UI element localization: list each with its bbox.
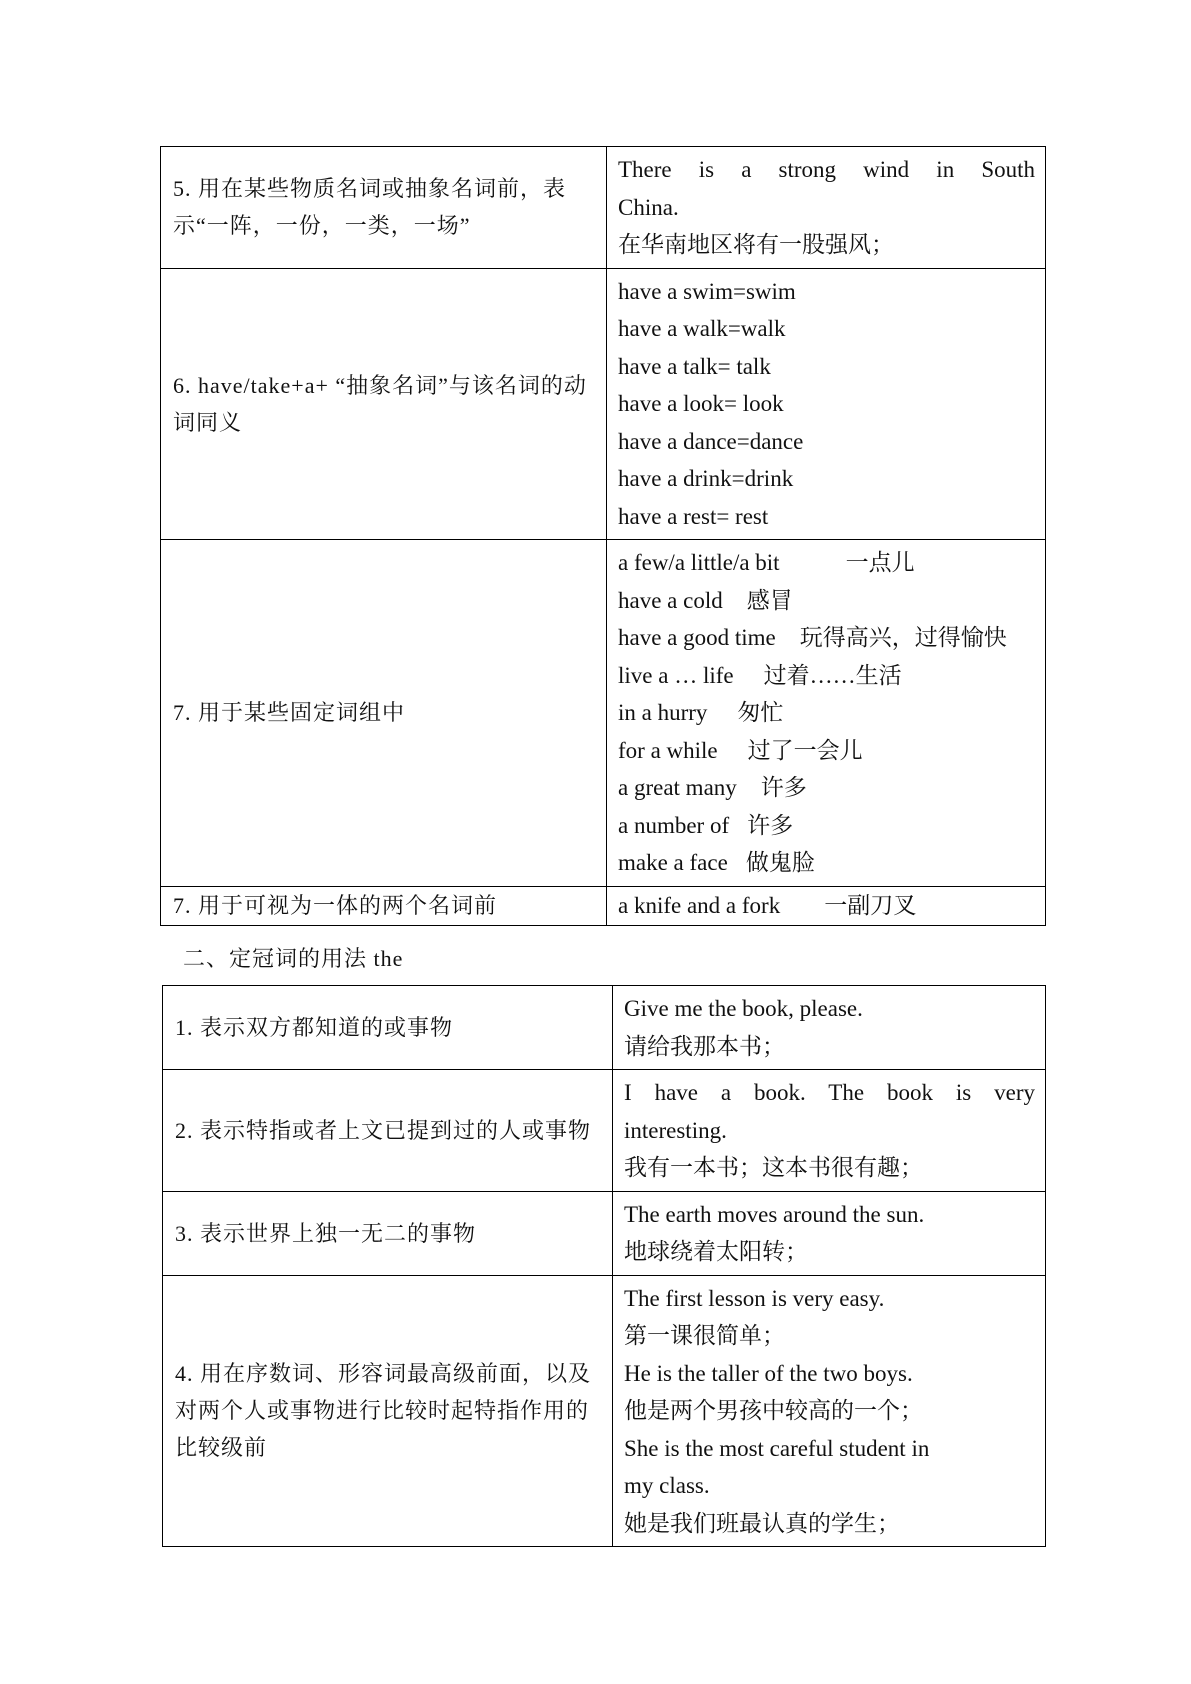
- example-cell: [607, 886, 1046, 925]
- example-line: 他是两个男孩中较高的一个；: [624, 1398, 923, 1423]
- example-line: China.: [618, 194, 679, 220]
- table-row: [161, 886, 1046, 925]
- example-cell: [607, 540, 1046, 887]
- example-phrase: have a good time: [618, 625, 776, 650]
- indefinite-article-table: [160, 146, 1046, 926]
- example-line: I have a book. The book is very: [624, 1080, 1035, 1105]
- table-row: [163, 986, 1046, 1070]
- example-line: He is the taller of the two boys.: [624, 1360, 913, 1386]
- example-phrase: a knife and a fork: [618, 892, 781, 918]
- example-phrase: a number of: [618, 812, 730, 838]
- example-meaning: 许多: [760, 775, 807, 800]
- example-cell: [613, 1191, 1046, 1275]
- example-line: have a look= look: [618, 391, 784, 416]
- example-meaning: 一点儿: [845, 550, 915, 575]
- example-meaning: 玩得高兴，过得愉快: [799, 625, 1007, 650]
- rule-cell: [161, 147, 607, 269]
- example-line: There is a strong wind in South: [618, 157, 1035, 182]
- table-row: [163, 1191, 1046, 1275]
- table-row: [163, 1275, 1046, 1547]
- example-line: have a swim=swim: [618, 278, 796, 304]
- rule-text: 7. 用于可视为一体的两个名词前: [173, 893, 498, 918]
- example-phrase: make a face: [618, 850, 728, 875]
- example-phrase: in a hurry: [618, 700, 708, 725]
- example-line: my class.: [624, 1473, 710, 1498]
- example-line: have a walk=walk: [618, 316, 786, 341]
- example-cell: [613, 986, 1046, 1070]
- rule-text: 7. 用于某些固定词组中: [173, 700, 406, 726]
- example-line: [618, 887, 1035, 925]
- example-line: [618, 619, 1035, 657]
- example-meaning: 一副刀叉: [824, 892, 917, 918]
- example-line: [618, 807, 1035, 845]
- example-meaning: 感冒: [746, 587, 793, 613]
- table-row: [163, 1070, 1046, 1192]
- example-meaning: 做鬼脸: [745, 850, 815, 875]
- example-line: [618, 544, 1035, 582]
- example-line: have a drink=drink: [618, 466, 794, 491]
- rule-text: 1. 表示双方都知道的或事物: [175, 1015, 454, 1040]
- rule-cell: [163, 1070, 613, 1192]
- example-line: Give me the book, please.: [624, 996, 863, 1021]
- example-line: 她是我们班最认真的学生；: [624, 1510, 900, 1536]
- example-line: She is the most careful student in: [624, 1435, 930, 1461]
- example-line: [618, 732, 1035, 770]
- table-row: [161, 268, 1046, 540]
- example-meaning: 过着……生活: [763, 662, 902, 688]
- example-line: 请给我那本书；: [624, 1033, 785, 1059]
- example-cell: [613, 1070, 1046, 1192]
- example-phrase: for a while: [618, 737, 718, 763]
- rule-text: 4. 用在序数词、形容词最高级前面，以及对两个人或事物进行比较时起特指作用的比较级前: [175, 1361, 592, 1461]
- example-line: [618, 844, 1035, 882]
- example-line: 地球绕着太阳转；: [624, 1239, 808, 1264]
- rule-text: 6. have/take+a+ “抽象名词”与该名词的动词同义: [173, 372, 587, 435]
- definite-article-table: [162, 985, 1046, 1547]
- example-meaning: 许多: [747, 812, 794, 838]
- example-line: 我有一本书；这本书很有趣；: [624, 1155, 923, 1180]
- example-phrase: live a … life: [618, 662, 734, 688]
- example-cell: [607, 147, 1046, 269]
- example-meaning: 过了一会儿: [747, 737, 863, 763]
- example-line: [618, 657, 1035, 695]
- example-line: have a dance=dance: [618, 428, 804, 454]
- example-cell: [613, 1275, 1046, 1547]
- example-cell: [607, 268, 1046, 540]
- rule-cell: [163, 986, 613, 1070]
- example-line: 第一课很简单；: [624, 1323, 785, 1348]
- example-line: 在华南地区将有一股强风；: [618, 232, 894, 257]
- example-line: have a rest= rest: [618, 503, 769, 529]
- example-phrase: a great many: [618, 775, 737, 800]
- rule-text: 2. 表示特指或者上文已提到过的人或事物: [175, 1117, 592, 1143]
- example-line: The first lesson is very easy.: [624, 1285, 885, 1311]
- table-row: [161, 540, 1046, 887]
- example-meaning: 匆忙: [737, 700, 784, 725]
- example-line: interesting.: [624, 1117, 727, 1143]
- example-line: have a talk= talk: [618, 353, 771, 379]
- section-heading: 二、定冠词的用法 the: [183, 946, 404, 971]
- example-line: [618, 582, 1035, 620]
- rule-text: 5. 用在某些物质名词或抽象名词前，表示“一阵，一份，一类，一场”: [173, 176, 567, 239]
- rule-cell: [163, 1275, 613, 1547]
- rule-cell: [163, 1191, 613, 1275]
- example-phrase: a few/a little/a bit: [618, 550, 780, 575]
- rule-cell: [161, 540, 607, 887]
- example-line: [618, 694, 1035, 732]
- example-line: [618, 769, 1035, 807]
- example-line: The earth moves around the sun.: [624, 1201, 925, 1227]
- rule-text: 3. 表示世界上独一无二的事物: [175, 1220, 477, 1246]
- example-phrase: have a cold: [618, 587, 723, 613]
- rule-cell: [161, 268, 607, 540]
- table-row: [161, 147, 1046, 269]
- rule-cell: [161, 886, 607, 925]
